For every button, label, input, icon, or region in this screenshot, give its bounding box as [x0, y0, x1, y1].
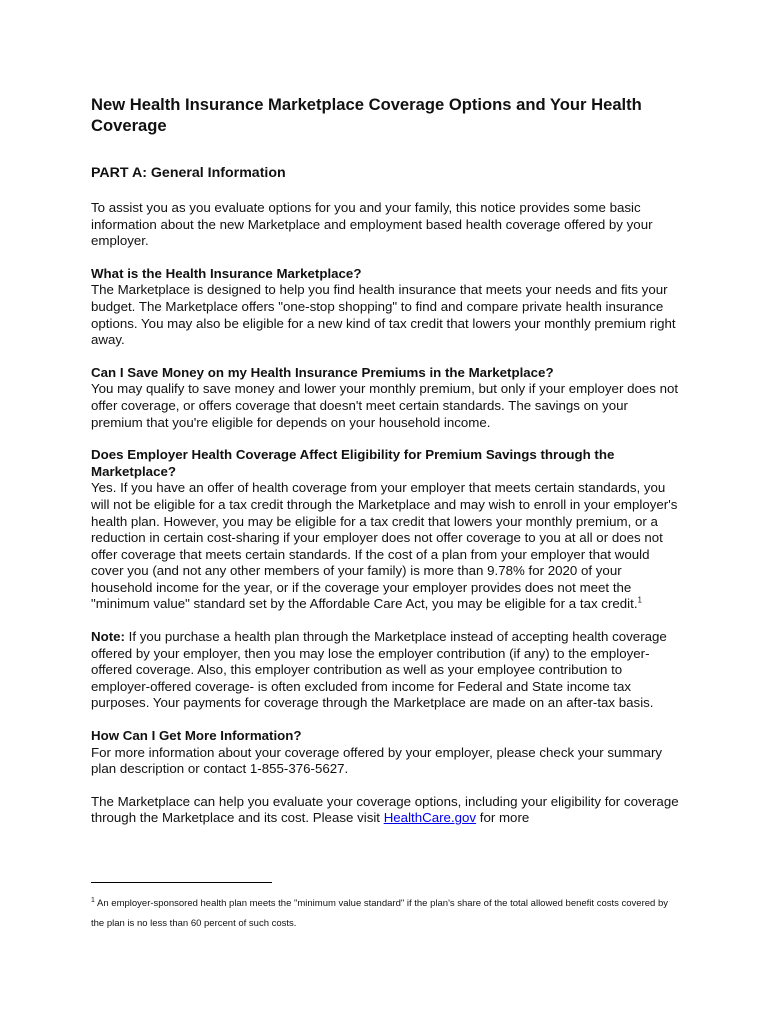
note-paragraph [91, 629, 683, 712]
healthcare-gov-link[interactable]: HealthCare.gov [383, 810, 477, 826]
note-label: Note: [91, 629, 125, 645]
section-save-money [91, 365, 683, 431]
section-body: The Marketplace is designed to help you find health insurance that meets your needs and fits your budget. The Marketplace offers "one-stop shopping" to find and compare private health insurance options. You may also be eligible for a new kind of tax credit that lowers your monthly premium right away. [91, 282, 676, 348]
section-body: For more information about your coverage offered by your employer, please check your summary plan description or contact 1-855-376-5627. [91, 744, 663, 777]
footnote-reference: 1 [637, 596, 642, 606]
section-body: Yes. If you have an offer of health coverage from your employer that meets certain standards, you will not be eligible for a tax credit through the Marketplace and may wish to enroll in your employer's health plan. However, you may be eligible for a tax credit that lowers your monthly premium, or a reduction in certain cost-sharing if your employer does not offer coverage to you at all or does not offer coverage that meets certain standards. If the cost of a plan from your employer that would cover you (and not any other members of your family) is more than 9.78% for 2020 of your household income for the year, or if the coverage your employer provides does not meet the "minimum value" standard set by the Affordable Care Act, you may be eligible for a tax credit. [91, 480, 678, 612]
footnote-text: An employer-sponsored health plan meets the "minimum value standard" if the plan's share of the total allowed benefit costs covered by the plan is no less than 60 percent of such costs. [91, 898, 668, 929]
footnote-divider [91, 882, 272, 883]
help-text-before: The Marketplace can help you evaluate your coverage options, including your eligibility for coverage through the Marketplace and its cost. Please visit [91, 793, 679, 826]
section-more-info [91, 728, 683, 778]
section-heading: What is the Health Insurance Marketplace? [91, 265, 362, 281]
note-body: If you purchase a health plan through the Marketplace instead of accepting health coverage offered by your employer, then you may lose the employer contribution (if any) to the employer-offered coverage. Also, this employer contribution as well as your employee contribution to employer-offered coverage- is often excluded from income for Federal and State income tax purposes. Your payments for coverage through the Marketplace are made on an after-tax basis. [91, 629, 667, 711]
section-employer-coverage [91, 447, 683, 613]
footnote-number: 1 [91, 896, 95, 904]
intro-paragraph: To assist you as you evaluate options for you and your family, this notice provides some basic information about the new Marketplace and employment based health coverage offered by your employer. [91, 200, 653, 249]
marketplace-help-paragraph [91, 794, 683, 827]
section-heading: Can I Save Money on my Health Insurance Premiums in the Marketplace? [91, 364, 554, 380]
footnote [91, 894, 683, 934]
section-heading: Does Employer Health Coverage Affect Eligibility for Premium Savings through the Marketplace? [91, 447, 615, 479]
document-body [91, 94, 683, 843]
page-title: New Health Insurance Marketplace Coverage Options and Your Health Coverage [91, 95, 642, 135]
section-body: You may qualify to save money and lower your monthly premium, but only if your employer does not offer coverage, or offers coverage that doesn't meet certain standards. The savings on your premium that you're eligible for depends on your household income. [91, 381, 679, 430]
section-what-is-marketplace [91, 266, 683, 349]
section-heading: How Can I Get More Information? [91, 728, 302, 744]
part-a-heading: PART A: General Information [91, 165, 286, 181]
help-text-after: for more [476, 810, 530, 826]
